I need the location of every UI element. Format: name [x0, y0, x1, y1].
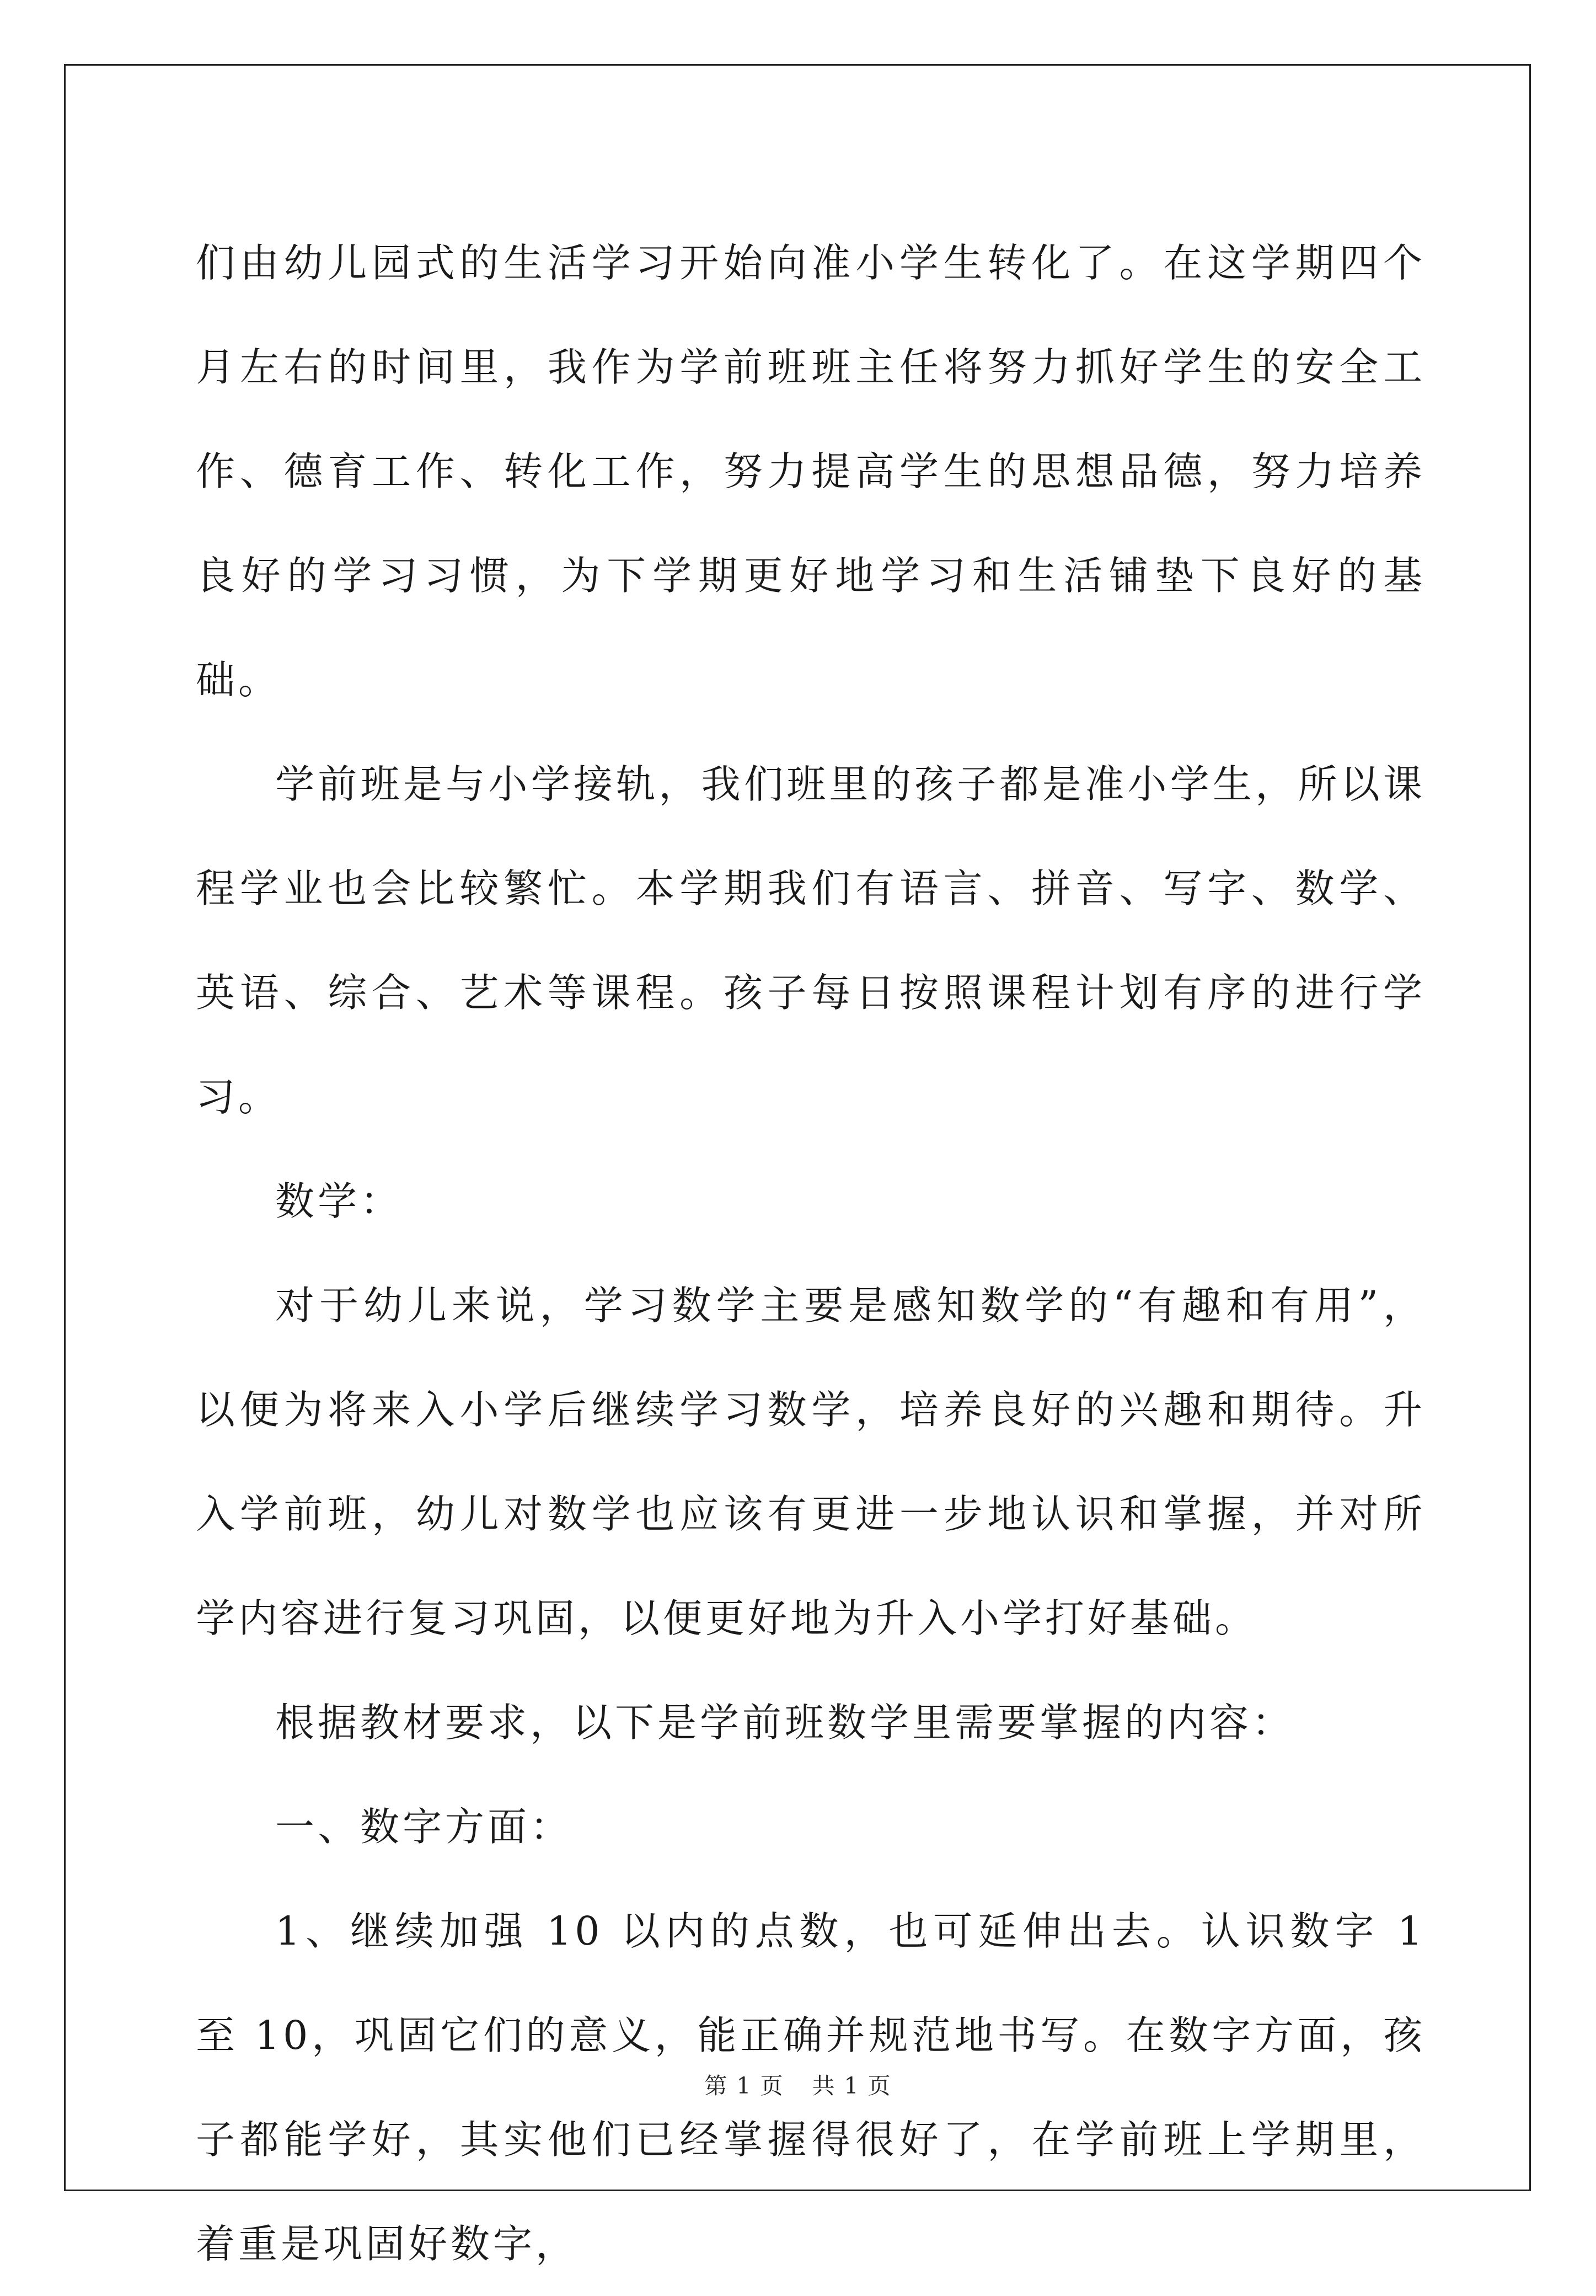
- paragraph: 对于幼儿来说，学习数学主要是感知数学的“有趣和有用”，以便为将来入小学后继续学习数学，培养良好的兴趣和期待。升入学前班，幼儿对数学也应该有更进一步地认识和掌握，并对所学内容进行复习巩固，以便更好地为升入小学打好基础。: [196, 1283, 1426, 1641]
- list-heading: 一、数字方面：: [275, 1804, 573, 1850]
- paragraph: 根据教材要求，以下是学前班数学里需要掌握的内容：: [275, 1700, 1295, 1745]
- document-body: [196, 211, 1426, 2296]
- page-total: 共 1 页: [812, 2073, 892, 2099]
- paragraph: 学前班是与小学接轨，我们班里的孩子都是准小学生，所以课程学业也会比较繁忙。本学期我们有语言、拼音、写字、数学、英语、综合、艺术等课程。孩子每日按照课程计划有序的进行学习。: [196, 761, 1426, 1120]
- section-heading: 数学：: [275, 1178, 403, 1224]
- paragraph: 们由幼儿园式的生活学习开始向准小学生转化了。在这学期四个月左右的时间里，我作为学前班班主任将努力抓好学生的安全工作、德育工作、转化工作，努力提高学生的思想品德，努力培养良好的学习习惯，为下学期更好地学习和生活铺垫下良好的基础。: [196, 240, 1426, 703]
- page-footer: [0, 2068, 1596, 2100]
- page-number: 第 1 页: [704, 2073, 784, 2099]
- list-item: 1、继续加强 10 以内的点数，也可延伸出去。认识数字 1 至 10，巩固它们的意义，能正确并规范地书写。在数字方面，孩子都能学好，其实他们已经掌握得很好了，在学前班上学期里，着重是巩固好数字，: [196, 1908, 1426, 2267]
